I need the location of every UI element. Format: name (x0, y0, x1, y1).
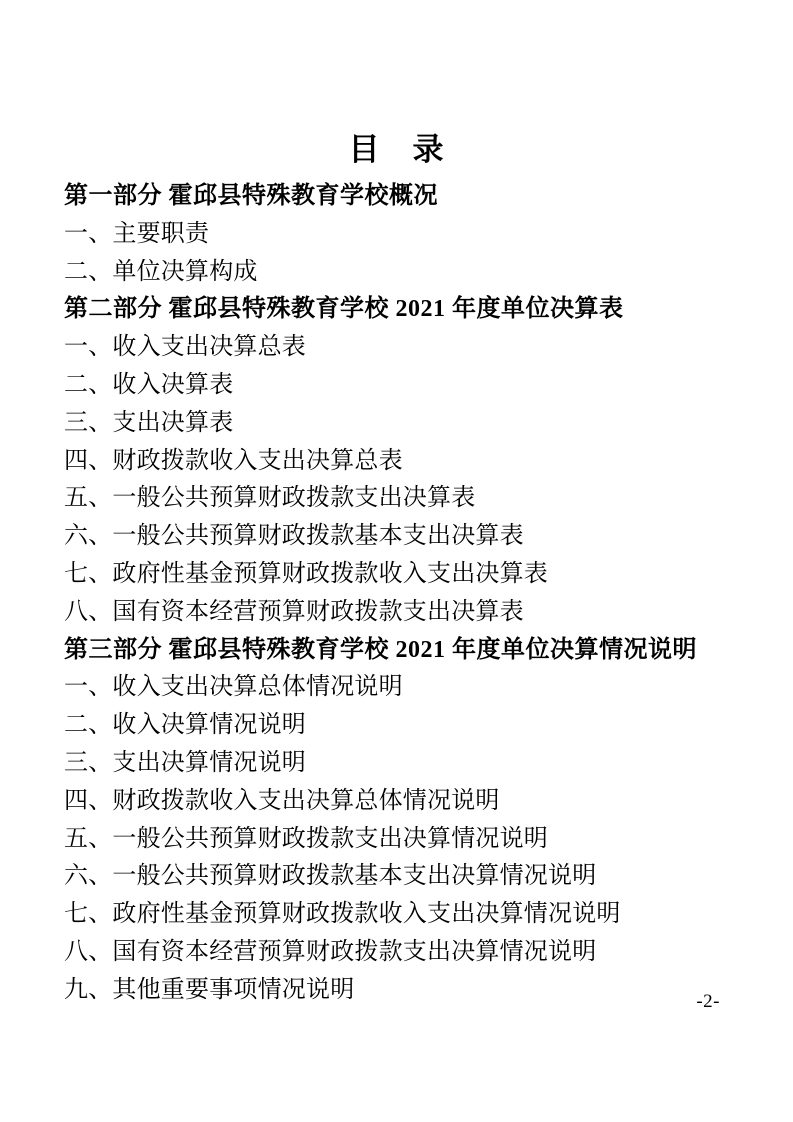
toc-entry: 二、收入决算情况说明 (64, 712, 306, 739)
toc-entry: 七、政府性基金预算财政拨款收入支出决算情况说明 (64, 901, 621, 928)
toc-entry: 二、收入决算表 (64, 371, 234, 398)
toc-entry: 四、财政拨款收入支出决算总表 (64, 447, 403, 474)
toc-part-1-heading: 第一部分 霍邱县特殊教育学校概况 (64, 183, 438, 209)
toc-entry: 三、支出决算情况说明 (64, 749, 306, 776)
toc-entry: 四、财政拨款收入支出决算总体情况说明 (64, 787, 500, 814)
table-of-contents (64, 178, 743, 1010)
toc-part-3-heading: 第三部分 霍邱县特殊教育学校 2021 年度单位决算情况说明 (64, 636, 697, 663)
toc-entry: 八、国有资本经营预算财政拨款支出决算情况说明 (64, 938, 597, 965)
toc-entry: 九、其他重要事项情况说明 (64, 976, 355, 1003)
toc-entry: 六、一般公共预算财政拨款基本支出决算表 (64, 523, 524, 550)
toc-entry: 五、一般公共预算财政拨款支出决算表 (64, 485, 476, 512)
toc-entry: 五、一般公共预算财政拨款支出决算情况说明 (64, 825, 548, 852)
toc-entry: 六、一般公共预算财政拨款基本支出决算情况说明 (64, 863, 597, 890)
toc-entry: 一、主要职责 (64, 220, 210, 247)
toc-entry: 八、国有资本经营预算财政拨款支出决算表 (64, 598, 524, 625)
toc-part-2-heading: 第二部分 霍邱县特殊教育学校 2021 年度单位决算表 (64, 296, 624, 323)
toc-entry: 一、收入支出决算总表 (64, 334, 306, 361)
toc-entry: 七、政府性基金预算财政拨款收入支出决算表 (64, 560, 548, 587)
page-title: 目 录 (348, 132, 445, 167)
toc-entry: 一、收入支出决算总体情况说明 (64, 674, 403, 701)
toc-entry: 三、支出决算表 (64, 409, 234, 436)
page-number: -2- (696, 991, 720, 1012)
toc-entry: 二、单位决算构成 (64, 258, 258, 285)
